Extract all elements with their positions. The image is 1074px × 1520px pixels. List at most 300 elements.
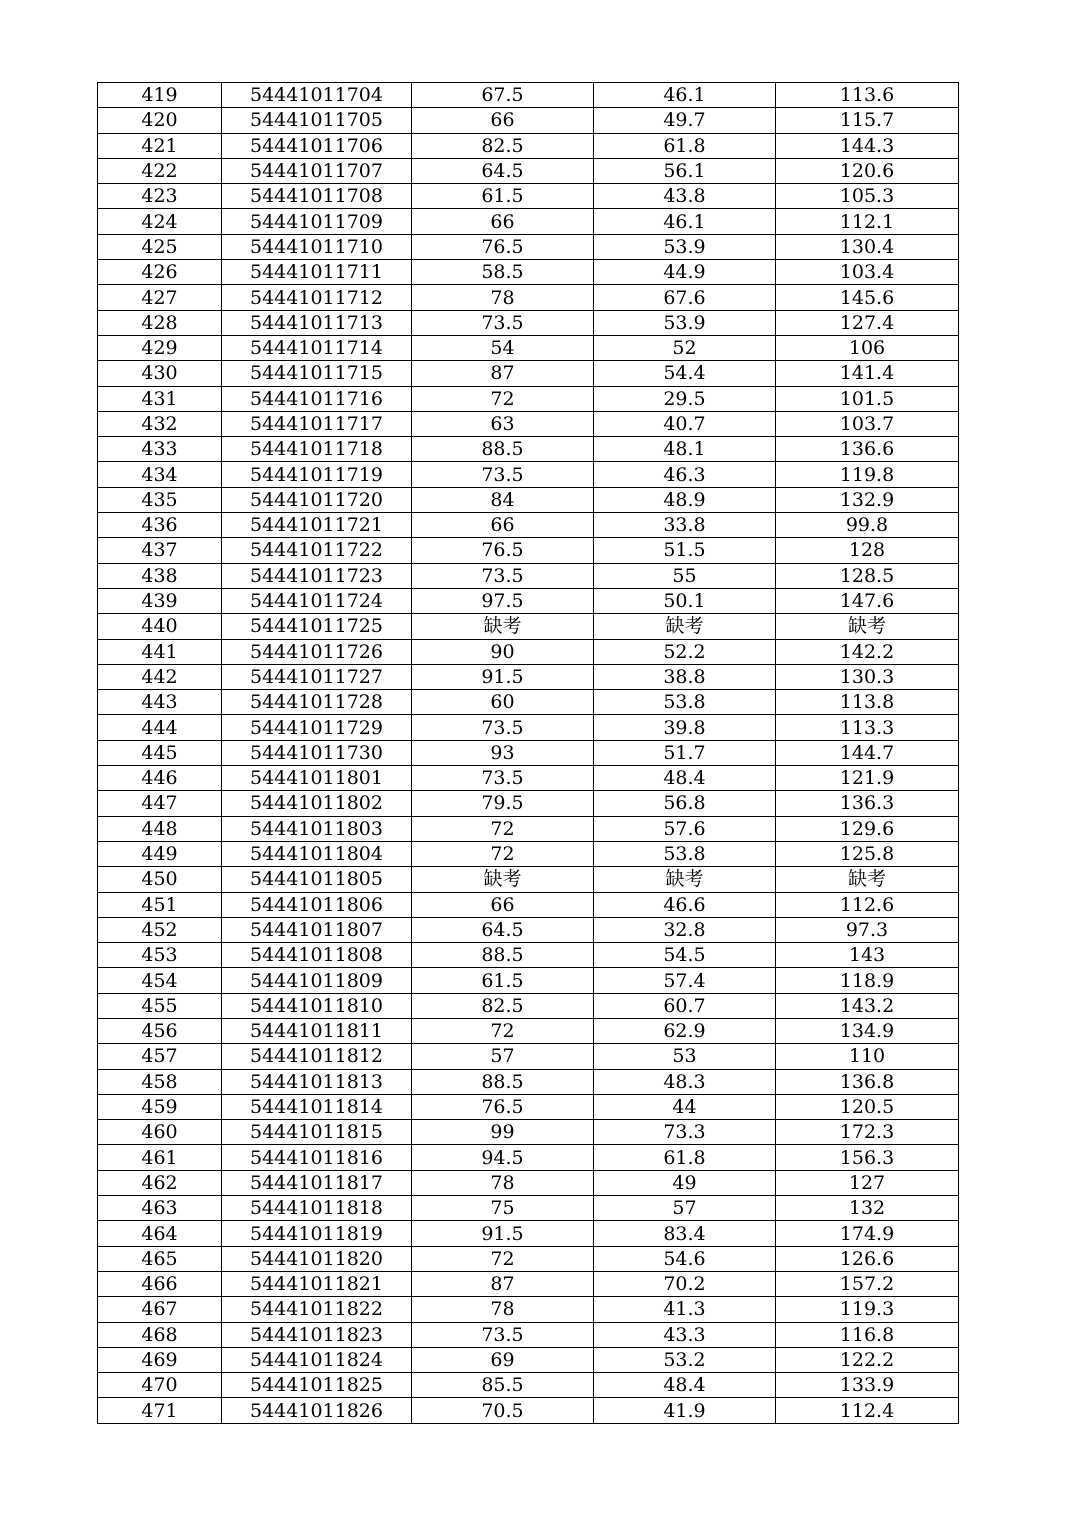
score-1-cell: 90: [412, 639, 594, 664]
exam-id-cell: 54441011707: [222, 158, 412, 183]
exam-id-cell: 54441011721: [222, 513, 412, 538]
score-1-cell: 72: [412, 386, 594, 411]
table-row: [98, 1398, 959, 1423]
row-number-cell: 469: [98, 1347, 222, 1372]
exam-id-cell: 54441011711: [222, 260, 412, 285]
row-number-cell: 442: [98, 664, 222, 689]
row-number-cell: 458: [98, 1069, 222, 1094]
row-number-cell: 456: [98, 1018, 222, 1043]
table-row: [98, 766, 959, 791]
row-number-cell: 434: [98, 462, 222, 487]
total-score-cell: 157.2: [776, 1271, 959, 1296]
total-score-cell: 128: [776, 538, 959, 563]
total-score-cell: 172.3: [776, 1120, 959, 1145]
score-2-cell: 39.8: [594, 715, 776, 740]
total-score-cell: 缺考: [776, 614, 959, 639]
row-number-cell: 421: [98, 133, 222, 158]
score-1-cell: 93: [412, 740, 594, 765]
total-score-cell: 136.3: [776, 791, 959, 816]
row-number-cell: 427: [98, 285, 222, 310]
total-score-cell: 156.3: [776, 1145, 959, 1170]
score-2-cell: 61.8: [594, 133, 776, 158]
score-2-cell: 53.8: [594, 690, 776, 715]
score-2-cell: 48.4: [594, 766, 776, 791]
score-2-cell: 53.2: [594, 1347, 776, 1372]
row-number-cell: 449: [98, 841, 222, 866]
total-score-cell: 125.8: [776, 841, 959, 866]
exam-id-cell: 54441011810: [222, 993, 412, 1018]
score-2-cell: 54.5: [594, 943, 776, 968]
score-1-cell: 82.5: [412, 133, 594, 158]
score-2-cell: 41.9: [594, 1398, 776, 1423]
score-2-cell: 48.3: [594, 1069, 776, 1094]
row-number-cell: 457: [98, 1044, 222, 1069]
score-2-cell: 54.4: [594, 361, 776, 386]
row-number-cell: 464: [98, 1221, 222, 1246]
score-1-cell: 72: [412, 841, 594, 866]
score-1-cell: 73.5: [412, 766, 594, 791]
row-number-cell: 429: [98, 335, 222, 360]
total-score-cell: 105.3: [776, 184, 959, 209]
total-score-cell: 126.6: [776, 1246, 959, 1271]
row-number-cell: 455: [98, 993, 222, 1018]
score-1-cell: 88.5: [412, 1069, 594, 1094]
table-row: [98, 310, 959, 335]
row-number-cell: 450: [98, 867, 222, 892]
exam-id-cell: 54441011819: [222, 1221, 412, 1246]
exam-id-cell: 54441011709: [222, 209, 412, 234]
score-2-cell: 53: [594, 1044, 776, 1069]
score-2-cell: 48.9: [594, 487, 776, 512]
table-row: [98, 1347, 959, 1372]
total-score-cell: 134.9: [776, 1018, 959, 1043]
score-2-cell: 44.9: [594, 260, 776, 285]
score-1-cell: 64.5: [412, 158, 594, 183]
score-2-cell: 46.6: [594, 892, 776, 917]
score-1-cell: 76.5: [412, 538, 594, 563]
table-row: [98, 184, 959, 209]
score-2-cell: 48.1: [594, 437, 776, 462]
total-score-cell: 103.4: [776, 260, 959, 285]
table-row: [98, 1246, 959, 1271]
total-score-cell: 99.8: [776, 513, 959, 538]
score-2-cell: 57: [594, 1196, 776, 1221]
score-2-cell: 缺考: [594, 867, 776, 892]
row-number-cell: 436: [98, 513, 222, 538]
score-2-cell: 57.6: [594, 816, 776, 841]
exam-id-cell: 54441011818: [222, 1196, 412, 1221]
row-number-cell: 460: [98, 1120, 222, 1145]
score-1-cell: 73.5: [412, 462, 594, 487]
score-1-cell: 73.5: [412, 310, 594, 335]
table-row: [98, 563, 959, 588]
score-2-cell: 56.1: [594, 158, 776, 183]
total-score-cell: 174.9: [776, 1221, 959, 1246]
exam-id-cell: 54441011724: [222, 588, 412, 613]
exam-id-cell: 54441011804: [222, 841, 412, 866]
exam-id-cell: 54441011718: [222, 437, 412, 462]
total-score-cell: 110: [776, 1044, 959, 1069]
row-number-cell: 454: [98, 968, 222, 993]
score-2-cell: 53.8: [594, 841, 776, 866]
table-row: [98, 209, 959, 234]
table-row: [98, 943, 959, 968]
total-score-cell: 144.7: [776, 740, 959, 765]
total-score-cell: 115.7: [776, 108, 959, 133]
exam-id-cell: 54441011730: [222, 740, 412, 765]
score-1-cell: 78: [412, 1170, 594, 1195]
score-2-cell: 29.5: [594, 386, 776, 411]
table-row: [98, 1170, 959, 1195]
exam-id-cell: 54441011728: [222, 690, 412, 715]
exam-id-cell: 54441011826: [222, 1398, 412, 1423]
exam-id-cell: 54441011824: [222, 1347, 412, 1372]
score-2-cell: 53.9: [594, 310, 776, 335]
exam-id-cell: 54441011705: [222, 108, 412, 133]
total-score-cell: 133.9: [776, 1373, 959, 1398]
score-1-cell: 91.5: [412, 1221, 594, 1246]
score-2-cell: 46.1: [594, 209, 776, 234]
score-1-cell: 72: [412, 1246, 594, 1271]
table-row: [98, 1271, 959, 1296]
row-number-cell: 425: [98, 234, 222, 259]
total-score-cell: 136.6: [776, 437, 959, 462]
exam-id-cell: 54441011716: [222, 386, 412, 411]
exam-id-cell: 54441011725: [222, 614, 412, 639]
score-1-cell: 63: [412, 411, 594, 436]
exam-id-cell: 54441011719: [222, 462, 412, 487]
table-row: [98, 234, 959, 259]
score-2-cell: 32.8: [594, 917, 776, 942]
score-2-cell: 67.6: [594, 285, 776, 310]
score-1-cell: 78: [412, 1297, 594, 1322]
row-number-cell: 439: [98, 588, 222, 613]
exam-id-cell: 54441011817: [222, 1170, 412, 1195]
exam-id-cell: 54441011704: [222, 83, 412, 108]
total-score-cell: 97.3: [776, 917, 959, 942]
exam-id-cell: 54441011727: [222, 664, 412, 689]
total-score-cell: 113.3: [776, 715, 959, 740]
score-2-cell: 52: [594, 335, 776, 360]
exam-id-cell: 54441011717: [222, 411, 412, 436]
score-1-cell: 75: [412, 1196, 594, 1221]
score-1-cell: 66: [412, 892, 594, 917]
row-number-cell: 467: [98, 1297, 222, 1322]
exam-id-cell: 54441011729: [222, 715, 412, 740]
total-score-cell: 101.5: [776, 386, 959, 411]
table-row: [98, 816, 959, 841]
total-score-cell: 127: [776, 1170, 959, 1195]
table-row: [98, 538, 959, 563]
score-2-cell: 53.9: [594, 234, 776, 259]
total-score-cell: 119.8: [776, 462, 959, 487]
table-row: [98, 386, 959, 411]
exam-id-cell: 54441011823: [222, 1322, 412, 1347]
total-score-cell: 136.8: [776, 1069, 959, 1094]
score-1-cell: 70.5: [412, 1398, 594, 1423]
row-number-cell: 453: [98, 943, 222, 968]
row-number-cell: 452: [98, 917, 222, 942]
score-1-cell: 58.5: [412, 260, 594, 285]
table-row: [98, 411, 959, 436]
exam-id-cell: 54441011816: [222, 1145, 412, 1170]
score-2-cell: 56.8: [594, 791, 776, 816]
total-score-cell: 缺考: [776, 867, 959, 892]
score-1-cell: 54: [412, 335, 594, 360]
score-2-cell: 83.4: [594, 1221, 776, 1246]
score-1-cell: 97.5: [412, 588, 594, 613]
score-2-cell: 54.6: [594, 1246, 776, 1271]
score-2-cell: 70.2: [594, 1271, 776, 1296]
table-row: [98, 614, 959, 639]
table-row: [98, 1044, 959, 1069]
row-number-cell: 470: [98, 1373, 222, 1398]
score-2-cell: 缺考: [594, 614, 776, 639]
table-row: [98, 690, 959, 715]
exam-id-cell: 54441011808: [222, 943, 412, 968]
total-score-cell: 144.3: [776, 133, 959, 158]
row-number-cell: 465: [98, 1246, 222, 1271]
table-row: [98, 513, 959, 538]
score-2-cell: 46.3: [594, 462, 776, 487]
table-row: [98, 335, 959, 360]
table-body: [98, 83, 959, 1424]
score-1-cell: 76.5: [412, 234, 594, 259]
exam-id-cell: 54441011723: [222, 563, 412, 588]
total-score-cell: 127.4: [776, 310, 959, 335]
score-2-cell: 33.8: [594, 513, 776, 538]
exam-id-cell: 54441011825: [222, 1373, 412, 1398]
exam-id-cell: 54441011706: [222, 133, 412, 158]
row-number-cell: 428: [98, 310, 222, 335]
row-number-cell: 430: [98, 361, 222, 386]
table-row: [98, 791, 959, 816]
table-row: [98, 1120, 959, 1145]
table-row: [98, 841, 959, 866]
exam-id-cell: 54441011803: [222, 816, 412, 841]
score-1-cell: 87: [412, 361, 594, 386]
total-score-cell: 112.6: [776, 892, 959, 917]
table-row: [98, 715, 959, 740]
total-score-cell: 112.1: [776, 209, 959, 234]
table-row: [98, 1094, 959, 1119]
score-2-cell: 55: [594, 563, 776, 588]
exam-id-cell: 54441011811: [222, 1018, 412, 1043]
exam-id-cell: 54441011802: [222, 791, 412, 816]
table-row: [98, 917, 959, 942]
score-1-cell: 79.5: [412, 791, 594, 816]
table-row: [98, 1297, 959, 1322]
score-1-cell: 73.5: [412, 1322, 594, 1347]
row-number-cell: 466: [98, 1271, 222, 1296]
score-1-cell: 66: [412, 108, 594, 133]
table-row: [98, 740, 959, 765]
score-2-cell: 60.7: [594, 993, 776, 1018]
total-score-cell: 128.5: [776, 563, 959, 588]
table-row: [98, 968, 959, 993]
exam-id-cell: 54441011812: [222, 1044, 412, 1069]
score-1-cell: 99: [412, 1120, 594, 1145]
total-score-cell: 130.3: [776, 664, 959, 689]
table-row: [98, 1221, 959, 1246]
row-number-cell: 461: [98, 1145, 222, 1170]
score-1-cell: 88.5: [412, 943, 594, 968]
row-number-cell: 462: [98, 1170, 222, 1195]
score-2-cell: 48.4: [594, 1373, 776, 1398]
row-number-cell: 435: [98, 487, 222, 512]
table-row: [98, 158, 959, 183]
score-table: [97, 82, 959, 1424]
exam-id-cell: 54441011820: [222, 1246, 412, 1271]
table-row: [98, 1069, 959, 1094]
total-score-cell: 112.4: [776, 1398, 959, 1423]
score-1-cell: 87: [412, 1271, 594, 1296]
total-score-cell: 147.6: [776, 588, 959, 613]
row-number-cell: 432: [98, 411, 222, 436]
score-1-cell: 69: [412, 1347, 594, 1372]
score-1-cell: 94.5: [412, 1145, 594, 1170]
row-number-cell: 419: [98, 83, 222, 108]
table-row: [98, 892, 959, 917]
score-2-cell: 62.9: [594, 1018, 776, 1043]
row-number-cell: 446: [98, 766, 222, 791]
score-2-cell: 51.5: [594, 538, 776, 563]
table-row: [98, 83, 959, 108]
score-1-cell: 57: [412, 1044, 594, 1069]
table-row: [98, 664, 959, 689]
total-score-cell: 121.9: [776, 766, 959, 791]
table-row: [98, 1322, 959, 1347]
exam-id-cell: 54441011722: [222, 538, 412, 563]
score-1-cell: 88.5: [412, 437, 594, 462]
table-row: [98, 1018, 959, 1043]
score-1-cell: 84: [412, 487, 594, 512]
score-1-cell: 73.5: [412, 563, 594, 588]
exam-id-cell: 54441011713: [222, 310, 412, 335]
total-score-cell: 132: [776, 1196, 959, 1221]
total-score-cell: 113.6: [776, 83, 959, 108]
score-1-cell: 61.5: [412, 968, 594, 993]
score-2-cell: 49: [594, 1170, 776, 1195]
exam-id-cell: 54441011822: [222, 1297, 412, 1322]
score-2-cell: 43.3: [594, 1322, 776, 1347]
row-number-cell: 463: [98, 1196, 222, 1221]
exam-id-cell: 54441011805: [222, 867, 412, 892]
score-1-cell: 66: [412, 513, 594, 538]
row-number-cell: 437: [98, 538, 222, 563]
total-score-cell: 130.4: [776, 234, 959, 259]
row-number-cell: 448: [98, 816, 222, 841]
total-score-cell: 129.6: [776, 816, 959, 841]
total-score-cell: 143: [776, 943, 959, 968]
table-row: [98, 993, 959, 1018]
score-1-cell: 78: [412, 285, 594, 310]
score-2-cell: 50.1: [594, 588, 776, 613]
table-row: [98, 133, 959, 158]
total-score-cell: 143.2: [776, 993, 959, 1018]
score-2-cell: 52.2: [594, 639, 776, 664]
total-score-cell: 116.8: [776, 1322, 959, 1347]
total-score-cell: 103.7: [776, 411, 959, 436]
score-1-cell: 61.5: [412, 184, 594, 209]
row-number-cell: 426: [98, 260, 222, 285]
exam-id-cell: 54441011814: [222, 1094, 412, 1119]
row-number-cell: 444: [98, 715, 222, 740]
row-number-cell: 422: [98, 158, 222, 183]
row-number-cell: 420: [98, 108, 222, 133]
score-1-cell: 72: [412, 1018, 594, 1043]
row-number-cell: 445: [98, 740, 222, 765]
table-row: [98, 285, 959, 310]
score-2-cell: 40.7: [594, 411, 776, 436]
table-row: [98, 1196, 959, 1221]
total-score-cell: 106: [776, 335, 959, 360]
row-number-cell: 443: [98, 690, 222, 715]
row-number-cell: 438: [98, 563, 222, 588]
row-number-cell: 459: [98, 1094, 222, 1119]
table-row: [98, 1373, 959, 1398]
score-2-cell: 49.7: [594, 108, 776, 133]
score-2-cell: 41.3: [594, 1297, 776, 1322]
table-row: [98, 108, 959, 133]
exam-id-cell: 54441011720: [222, 487, 412, 512]
score-2-cell: 51.7: [594, 740, 776, 765]
total-score-cell: 119.3: [776, 1297, 959, 1322]
exam-id-cell: 54441011712: [222, 285, 412, 310]
exam-id-cell: 54441011815: [222, 1120, 412, 1145]
total-score-cell: 120.5: [776, 1094, 959, 1119]
score-1-cell: 缺考: [412, 867, 594, 892]
score-2-cell: 46.1: [594, 83, 776, 108]
table-row: [98, 260, 959, 285]
score-1-cell: 91.5: [412, 664, 594, 689]
score-1-cell: 82.5: [412, 993, 594, 1018]
total-score-cell: 132.9: [776, 487, 959, 512]
exam-id-cell: 54441011809: [222, 968, 412, 993]
score-1-cell: 73.5: [412, 715, 594, 740]
row-number-cell: 471: [98, 1398, 222, 1423]
exam-id-cell: 54441011715: [222, 361, 412, 386]
score-1-cell: 60: [412, 690, 594, 715]
total-score-cell: 145.6: [776, 285, 959, 310]
total-score-cell: 120.6: [776, 158, 959, 183]
table-row: [98, 462, 959, 487]
exam-id-cell: 54441011726: [222, 639, 412, 664]
row-number-cell: 431: [98, 386, 222, 411]
table-row: [98, 1145, 959, 1170]
exam-id-cell: 54441011801: [222, 766, 412, 791]
table-row: [98, 361, 959, 386]
score-2-cell: 73.3: [594, 1120, 776, 1145]
exam-id-cell: 54441011708: [222, 184, 412, 209]
total-score-cell: 141.4: [776, 361, 959, 386]
score-2-cell: 43.8: [594, 184, 776, 209]
exam-id-cell: 54441011806: [222, 892, 412, 917]
score-1-cell: 66: [412, 209, 594, 234]
table-row: [98, 639, 959, 664]
row-number-cell: 441: [98, 639, 222, 664]
total-score-cell: 118.9: [776, 968, 959, 993]
score-1-cell: 64.5: [412, 917, 594, 942]
score-2-cell: 38.8: [594, 664, 776, 689]
score-1-cell: 85.5: [412, 1373, 594, 1398]
score-1-cell: 67.5: [412, 83, 594, 108]
exam-id-cell: 54441011813: [222, 1069, 412, 1094]
score-2-cell: 44: [594, 1094, 776, 1119]
score-1-cell: 缺考: [412, 614, 594, 639]
total-score-cell: 142.2: [776, 639, 959, 664]
table-row: [98, 867, 959, 892]
